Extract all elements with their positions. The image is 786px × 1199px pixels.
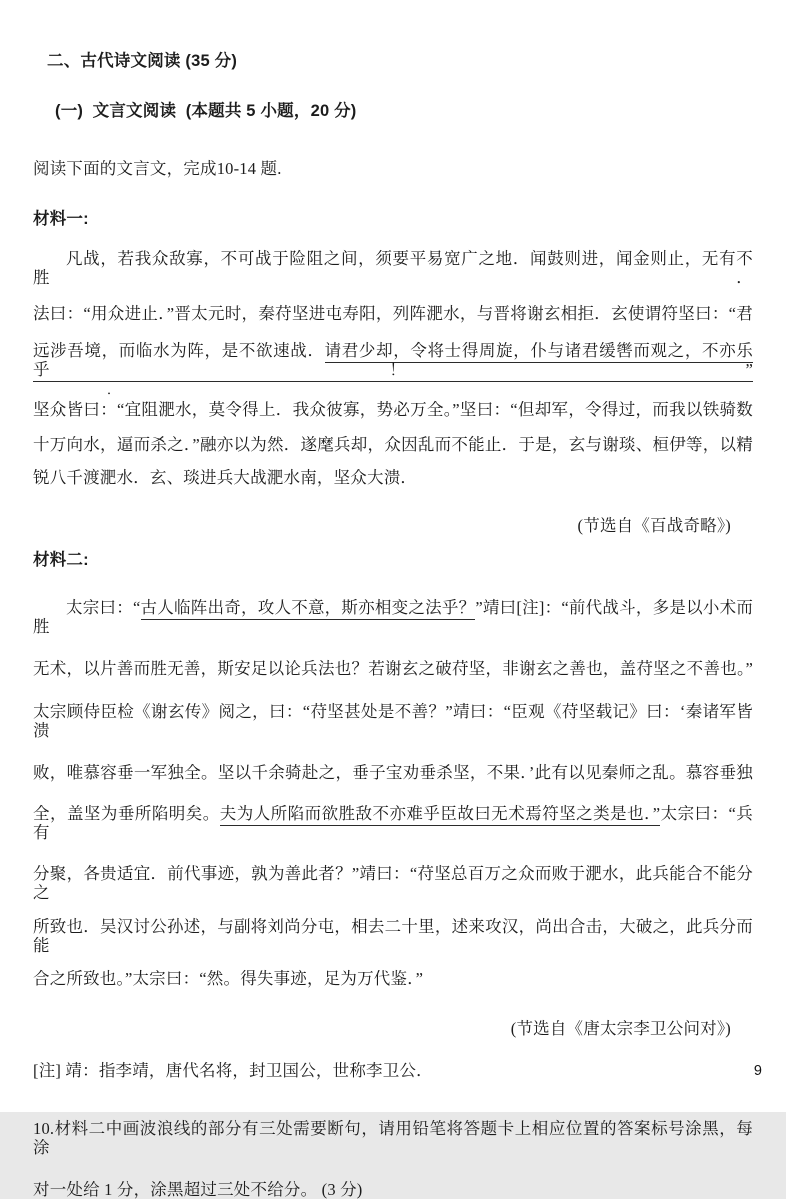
text-segment: 分聚，各贵适宜．前代事迹，孰为善此者？”靖曰：“苻坚总百万之众而败于淝水，此兵能合不能分之 — [33, 864, 753, 902]
text-segment: 太宗曰：“ — [66, 598, 141, 617]
text-segment: 所致也．吴汉讨公孙述，与副将刘尚分屯，相去二十里，述来攻汉，尚出合击，大破之，此兵分而能 — [33, 917, 753, 955]
text-segment: 锐八千渡淝水．玄、琰进兵大战淝水南，坚众大溃． — [33, 468, 418, 487]
text-segment: 二、古代诗文阅读 (35 分) — [47, 52, 238, 70]
question-10-line-2 — [33, 1180, 753, 1199]
material-2-line-3 — [33, 702, 753, 740]
material-1-source — [33, 516, 753, 535]
text-segment: ． — [107, 382, 121, 397]
text-segment: (节选自《唐太宗李卫公问对》) — [510, 1019, 731, 1038]
material-1-wrapped-period — [33, 383, 753, 396]
page-number: 9 — [753, 1063, 762, 1079]
material-2-heading — [33, 551, 753, 570]
material-2-line-2 — [33, 659, 753, 678]
material-2-line-5 — [33, 804, 753, 842]
text-segment: 材料一: — [33, 210, 89, 228]
text-segment: 法曰：“用众进止．”晋太元时，秦苻坚进屯寿阳，列阵淝水，与晋将谢玄相拒．玄使谓符坚曰：“君 — [33, 304, 753, 323]
text-segment: 全，盖坚为垂所陷明矣。 — [33, 804, 220, 823]
text-segment: 坚众皆曰：“宜阻淝水，莫令得上．我众彼寡，势必万全。”坚曰：“但却军，令得过，而我以铁骑数 — [33, 400, 753, 419]
material-2-line-7 — [33, 917, 753, 955]
text-segment: (一) 文言文阅读 (本题共 5 小题，20 分) — [55, 102, 357, 120]
material-1-line-1 — [33, 249, 753, 287]
section-title — [33, 52, 753, 71]
text-segment: 材料二: — [33, 551, 89, 569]
material-1-line-6 — [33, 468, 753, 487]
passage-instruction — [33, 159, 753, 178]
text-segment: 凡战，若我众敌寡，不可战于险阻之间，须要平易宽广之地．闻鼓则进，闻金则止，无有不胜． — [33, 249, 753, 287]
footnote — [33, 1061, 753, 1080]
material-2-line-4 — [33, 763, 753, 782]
material-1-line-4 — [33, 400, 753, 419]
material-2-line-8 — [33, 969, 753, 988]
text-segment: 阅读下面的文言文，完成10-14 题. — [33, 159, 282, 178]
text-segment: (节选自《百战奇略》) — [577, 516, 731, 535]
text-segment: [注] 靖：指李靖，唐代名将，封卫国公，世称李卫公． — [33, 1061, 433, 1080]
underlined-text-segment: 请君少却，令将士得周旋，仆与诸君缓辔而观之，不亦乐乎！” — [33, 341, 753, 382]
material-1-line-5 — [33, 435, 753, 454]
text-segment: ”靖曰[注]：“前代战斗，多是以小术而胜 — [33, 598, 754, 636]
text-segment: 十万向水，逼而杀之．”融亦以为然．遂麾兵却，众因乱而不能止．于是，玄与谢琰、桓伊等，以精 — [33, 435, 753, 454]
text-segment: 10.材料二中画波浪线的部分有三处需要断句，请用铅笔将答题卡上相应位置的答案标号涂黑，每涂 — [33, 1119, 753, 1157]
material-2-line-1 — [33, 598, 753, 636]
text-segment: 合之所致也。”太宗曰：“然。得失事迹，足为万代鉴．” — [33, 969, 424, 988]
text-segment: 远涉吾境，而临水为阵，是不欲速战． — [33, 341, 325, 360]
material-2-line-6 — [33, 864, 753, 902]
material-1-heading — [33, 210, 753, 229]
document-body — [33, 52, 753, 1199]
text-segment: 对一处给 1 分，涂黑超过三处不给分。 (3 分) — [33, 1180, 363, 1199]
underlined-text-segment: 夫为人所陷而欲胜敌不亦难乎臣故曰无术焉符坚之类是也．” — [220, 804, 661, 826]
material-1-line-3 — [33, 341, 753, 379]
text-segment: 败，唯慕容垂一军独全。坚以千余骑赴之，垂子宝劝垂杀坚，不果．’此有以见秦师之乱。慕容垂独 — [33, 763, 753, 782]
material-1-line-2 — [33, 304, 753, 323]
text-segment: 太宗曰：“兵有 — [33, 804, 753, 842]
text-segment: 无术，以片善而胜无善，斯安足以论兵法也？若谢玄之破苻坚，非谢玄之善也，盖苻坚之不善也。” — [33, 659, 753, 678]
text-segment: 太宗顾侍臣检《谢玄传》阅之，曰：“苻坚甚处是不善？”靖曰：“臣观《苻坚载记》曰：‘秦诸军皆溃 — [33, 702, 753, 740]
material-2-source — [33, 1019, 753, 1038]
underlined-text-segment: 古人临阵出奇，攻人不意，斯亦相变之法乎？ — [141, 598, 476, 620]
subsection-title — [33, 102, 753, 121]
question-10-line-1 — [33, 1119, 753, 1157]
